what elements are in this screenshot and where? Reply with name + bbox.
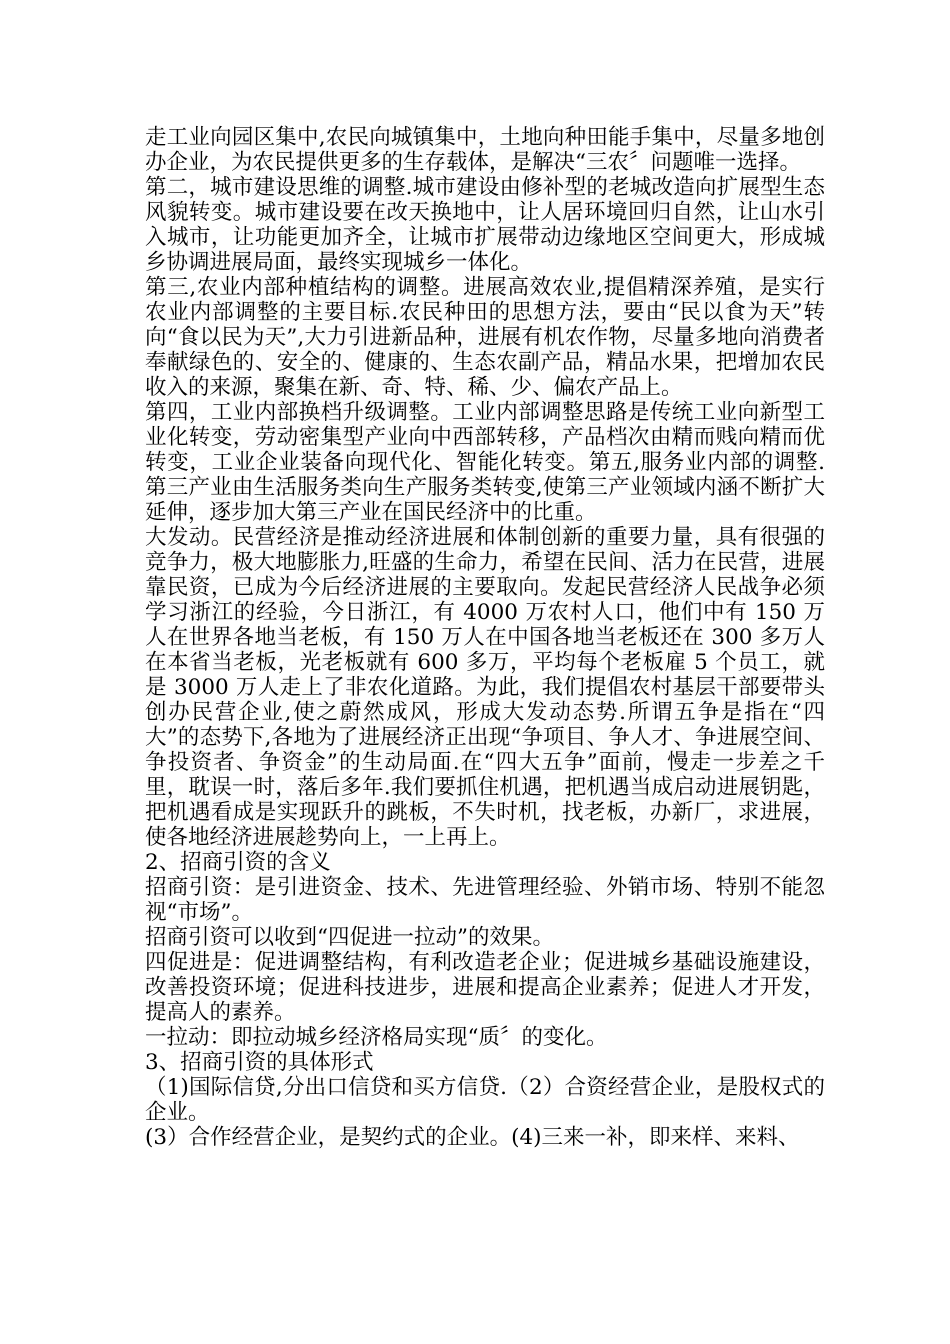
paragraph-4: 第四，工业内部换档升级调整。工业内部调整思路是传统工业向新型工业化转变，劳动密集型产业向中西部转移，产品档次由精而贱向精而优转变，工业企业装备向现代化、智能化转变。第五,服务业内部的调整.第三产业由生活服务类向生产服务类转变,使第三产业领域内涵不断扩大延伸，逐步加大第三产业在国民经济中的比重。 xyxy=(145,400,825,525)
paragraph-8: 四促进是：促进调整结构，有利改造老企业；促进城乡基础设施建设，改善投资环境；促进科技进步，进展和提高企业素养；促进人才开发，提高人的素养。 xyxy=(145,950,825,1025)
paragraph-3: 第三,农业内部种植结构的调整。进展高效农业,提倡精深养殖，是实行农业内部调整的主要目标.农民种田的思想方法，要由“民以食为天”转向“食以民为天”,大力引进新品种，进展有机农作物，尽量多地向消费者奉献绿色的、安全的、健康的、生态农副产品，精品水果，把增加农民收入的来源，聚集在新、奇、特、稀、少、偏农产品上。 xyxy=(145,275,825,400)
section-heading-2: 2、招商引资的含义 xyxy=(145,850,331,875)
paragraph-10: （1)国际信贷,分出口信贷和买方信贷.（2）合资经营企业，是股权式的企业。 xyxy=(145,1075,825,1125)
section-heading-3: 3、招商引资的具体形式 xyxy=(145,1050,374,1075)
paragraph-11: (3）合作经营企业，是契约式的企业。(4)三来一补，即来样、来料、 xyxy=(145,1125,800,1150)
paragraph-7: 招商引资可以收到“四促进一拉动”的效果。 xyxy=(145,925,554,950)
paragraph-6: 招商引资：是引进资金、技术、先进管理经验、外销市场、特别不能忽视“市场”。 xyxy=(145,875,825,925)
paragraph-2: 第二，城市建设思维的调整.城市建设由修补型的老城改造向扩展型生态风貌转变。城市建设要在改天换地中，让人居环境回归自然，让山水引入城市，让功能更加齐全，让城市扩展带动边缘地区空间更大，形成城乡协调进展局面，最终实现城乡一体化。 xyxy=(145,175,825,275)
paragraph-1: 走工业向园区集中,农民向城镇集中，土地向种田能手集中，尽量多地创办企业，为农民提供更多的生存载体，是解决“三农〞问题唯一选择。 xyxy=(145,125,825,175)
document-body xyxy=(145,125,825,1150)
paragraph-9: 一拉动：即拉动城乡经济格局实现“质〞的变化。 xyxy=(145,1025,608,1050)
paragraph-5: 大发动。民营经济是推动经济进展和体制创新的重要力量，具有很强的竞争力，极大地膨胀力,旺盛的生命力，希望在民间、活力在民营，进展靠民资，已成为今后经济进展的主要取向。发起民营经济人民战争必须学习浙江的经验，今日浙江，有 4000 万农村人口，他们中有 150 万人在世界各地当老板，有 150 万人在中国各地当老板还在 300 多万人在本省当老板，光老板就有 600 多万，平均每个老板雇 5 个员工，就是 3000 万人走上了非农化道路。为此，我们提倡农村基层干部要带头创办民营企业,使之蔚然成风，形成大发动态势.所谓五争是指在“四大”的态势下,各地为了进展经济正出现“争项目、争人才、争进展空间、争投资者、争资金”的生动局面.在“四大五争”面前，慢走一步差之千里，耽误一时，落后多年.我们要抓住机遇，把机遇当成启动进展钥匙，把机遇看成是实现跃升的跳板，不失时机，找老板，办新厂，求进展，使各地经济进展趁势向上，一上再上。 xyxy=(145,525,825,850)
